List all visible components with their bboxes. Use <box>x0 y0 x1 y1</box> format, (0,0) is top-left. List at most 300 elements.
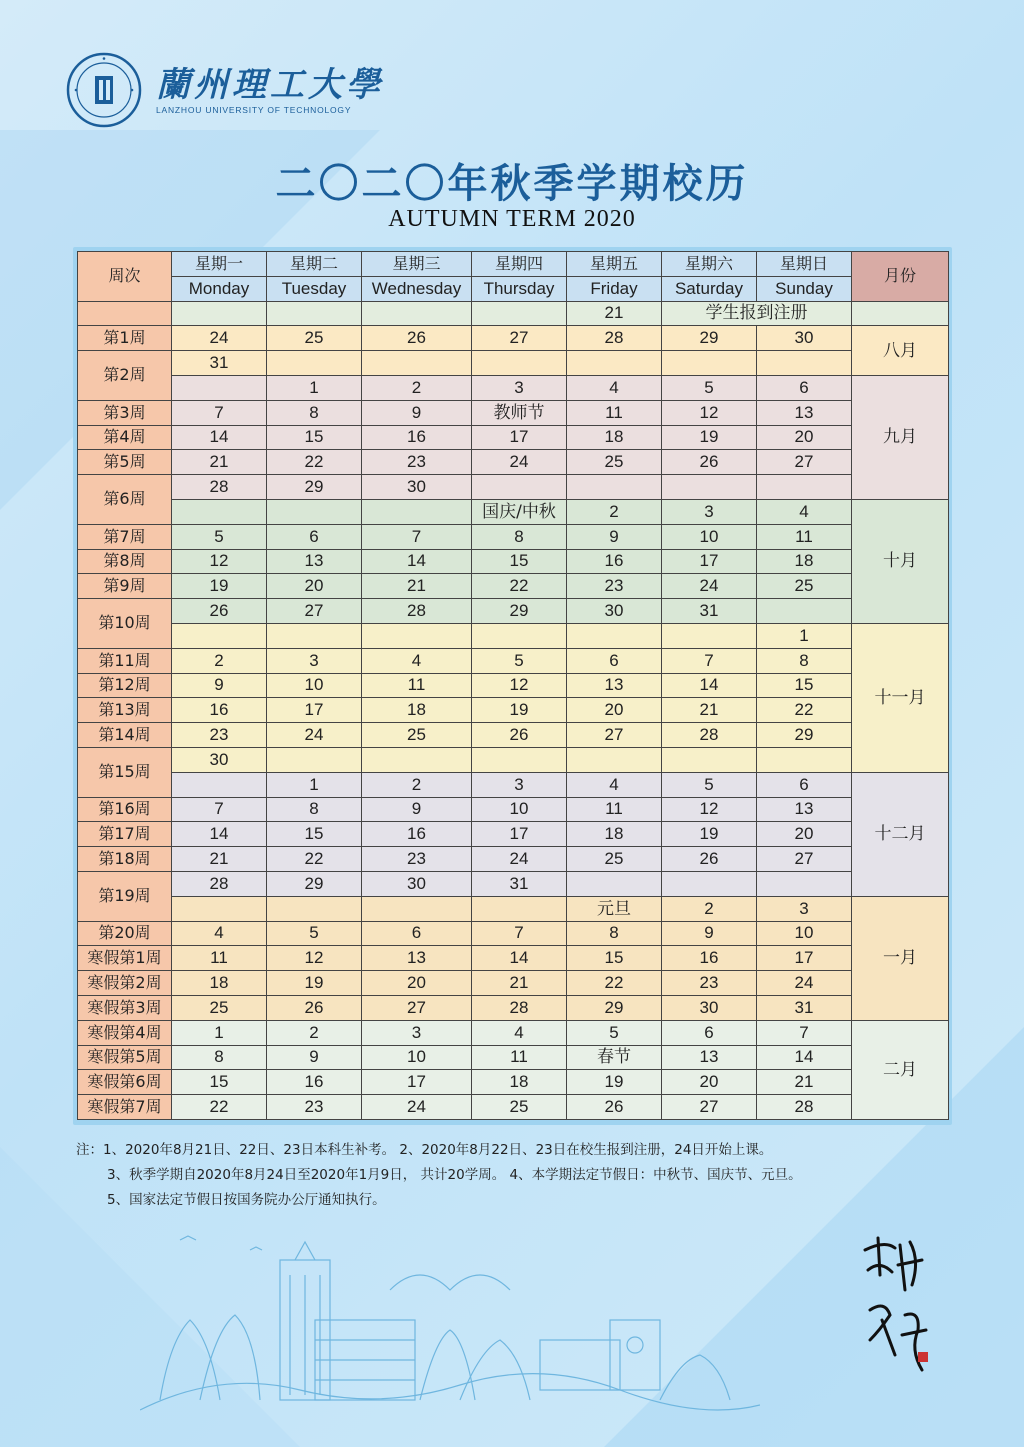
month-label: 十二月 <box>852 772 949 896</box>
date-cell: 23 <box>362 847 472 872</box>
date-cell: 2 <box>662 896 757 921</box>
week-label: 第1周 <box>78 326 172 351</box>
month-cell <box>852 301 949 326</box>
date-cell: 28 <box>757 1095 852 1120</box>
date-cell: 29 <box>267 475 362 500</box>
week-row <box>78 698 949 723</box>
day-header-en: Sunday <box>757 276 852 301</box>
date-cell: 31 <box>472 871 567 896</box>
date-cell: 16 <box>362 822 472 847</box>
university-name-cn: 蘭州理工大學 <box>156 65 384 105</box>
date-cell: 30 <box>567 599 662 624</box>
date-cell: 22 <box>757 698 852 723</box>
week-label: 寒假第7周 <box>78 1095 172 1120</box>
date-cell <box>757 871 852 896</box>
date-cell <box>757 351 852 376</box>
week-row <box>78 1020 949 1045</box>
week-row <box>78 871 949 896</box>
date-cell <box>567 623 662 648</box>
date-cell: 28 <box>172 475 267 500</box>
date-cell: 13 <box>267 549 362 574</box>
week-row <box>78 921 949 946</box>
date-cell: 14 <box>362 549 472 574</box>
date-cell: 16 <box>362 425 472 450</box>
date-cell: 9 <box>267 1045 362 1070</box>
day-header-cn: 星期四 <box>472 252 567 277</box>
calendar-cell: 21 <box>567 301 662 326</box>
university-name-en: LANZHOU UNIVERSITY OF TECHNOLOGY <box>156 105 352 115</box>
date-cell: 13 <box>757 797 852 822</box>
date-cell <box>472 351 567 376</box>
date-cell: 8 <box>757 648 852 673</box>
day-header-en: Friday <box>567 276 662 301</box>
date-cell: 26 <box>472 723 567 748</box>
date-cell <box>757 599 852 624</box>
date-cell: 10 <box>662 524 757 549</box>
date-cell: 6 <box>757 375 852 400</box>
date-cell <box>362 623 472 648</box>
date-cell: 25 <box>267 326 362 351</box>
date-cell: 9 <box>362 400 472 425</box>
date-cell: 1 <box>267 375 362 400</box>
date-cell: 15 <box>757 673 852 698</box>
date-cell: 14 <box>172 425 267 450</box>
date-cell: 25 <box>567 450 662 475</box>
week-label: 第17周 <box>78 822 172 847</box>
date-cell: 16 <box>172 698 267 723</box>
date-cell: 6 <box>362 921 472 946</box>
week-label: 第15周 <box>78 747 172 797</box>
date-cell: 26 <box>267 995 362 1020</box>
week-label: 第11周 <box>78 648 172 673</box>
day-header-cn: 星期二 <box>267 252 362 277</box>
date-cell: 24 <box>267 723 362 748</box>
date-cell <box>567 747 662 772</box>
date-cell <box>472 475 567 500</box>
registration-row <box>78 301 949 326</box>
week-row <box>78 574 949 599</box>
date-cell: 19 <box>567 1070 662 1095</box>
date-cell: 8 <box>172 1045 267 1070</box>
day-header-en: Monday <box>172 276 267 301</box>
date-cell: 26 <box>362 326 472 351</box>
date-cell: 27 <box>267 599 362 624</box>
week-row <box>78 400 949 425</box>
header-row <box>78 252 949 277</box>
week-row <box>78 1095 949 1120</box>
date-cell: 18 <box>362 698 472 723</box>
week-label: 第8周 <box>78 549 172 574</box>
week-label: 第12周 <box>78 673 172 698</box>
week-label: 第5周 <box>78 450 172 475</box>
date-cell: 28 <box>472 995 567 1020</box>
date-cell: 15 <box>472 549 567 574</box>
date-cell: 30 <box>362 871 472 896</box>
week-row <box>78 499 949 524</box>
university-logo <box>66 52 384 128</box>
week-row <box>78 847 949 872</box>
week-row <box>78 747 949 772</box>
week-label: 第6周 <box>78 475 172 525</box>
date-cell <box>172 375 267 400</box>
registration-note: 学生报到注册 <box>662 301 852 326</box>
day-header-en: Wednesday <box>362 276 472 301</box>
week-row <box>78 797 949 822</box>
date-cell: 3 <box>662 499 757 524</box>
day-header-cn: 星期三 <box>362 252 472 277</box>
week-row <box>78 896 949 921</box>
header-row <box>78 276 949 301</box>
week-label: 寒假第5周 <box>78 1045 172 1070</box>
week-label: 第3周 <box>78 400 172 425</box>
month-label: 一月 <box>852 896 949 1020</box>
date-cell: 25 <box>172 995 267 1020</box>
date-cell: 14 <box>757 1045 852 1070</box>
date-cell: 30 <box>172 747 267 772</box>
date-cell: 28 <box>172 871 267 896</box>
day-header-en: Thursday <box>472 276 567 301</box>
date-cell <box>662 475 757 500</box>
week-label: 第13周 <box>78 698 172 723</box>
date-cell: 18 <box>567 425 662 450</box>
date-cell <box>662 623 757 648</box>
date-cell: 17 <box>362 1070 472 1095</box>
date-cell: 31 <box>172 351 267 376</box>
date-cell: 19 <box>472 698 567 723</box>
month-label: 十月 <box>852 499 949 623</box>
date-cell: 11 <box>362 673 472 698</box>
week-label: 第19周 <box>78 871 172 921</box>
date-cell <box>172 772 267 797</box>
date-cell: 5 <box>172 524 267 549</box>
date-cell <box>362 499 472 524</box>
date-cell <box>362 896 472 921</box>
date-cell: 20 <box>362 971 472 996</box>
week-row <box>78 375 949 400</box>
date-cell: 3 <box>757 896 852 921</box>
date-cell: 5 <box>662 772 757 797</box>
date-cell: 5 <box>267 921 362 946</box>
date-cell <box>662 871 757 896</box>
week-row <box>78 524 949 549</box>
date-cell <box>362 351 472 376</box>
date-cell <box>362 747 472 772</box>
date-cell: 25 <box>472 1095 567 1120</box>
date-cell: 20 <box>567 698 662 723</box>
date-cell: 12 <box>267 946 362 971</box>
week-row <box>78 351 949 376</box>
date-cell <box>172 623 267 648</box>
calendar-cell <box>472 301 567 326</box>
date-cell <box>757 475 852 500</box>
date-cell: 24 <box>472 847 567 872</box>
week-label: 第18周 <box>78 847 172 872</box>
week-label: 寒假第2周 <box>78 971 172 996</box>
week-label: 寒假第4周 <box>78 1020 172 1045</box>
date-cell: 5 <box>472 648 567 673</box>
date-cell: 10 <box>362 1045 472 1070</box>
date-cell: 13 <box>567 673 662 698</box>
date-cell: 5 <box>567 1020 662 1045</box>
date-cell: 28 <box>662 723 757 748</box>
day-header-cn: 星期一 <box>172 252 267 277</box>
date-cell: 9 <box>662 921 757 946</box>
date-cell: 28 <box>567 326 662 351</box>
date-cell: 15 <box>267 425 362 450</box>
day-header-en: Saturday <box>662 276 757 301</box>
date-cell: 24 <box>362 1095 472 1120</box>
week-row <box>78 772 949 797</box>
date-cell: 6 <box>267 524 362 549</box>
date-cell: 22 <box>472 574 567 599</box>
date-cell: 26 <box>567 1095 662 1120</box>
date-cell: 19 <box>172 574 267 599</box>
date-cell: 19 <box>267 971 362 996</box>
date-cell: 18 <box>757 549 852 574</box>
date-cell: 29 <box>267 871 362 896</box>
date-cell <box>472 896 567 921</box>
date-cell: 24 <box>472 450 567 475</box>
date-cell: 15 <box>172 1070 267 1095</box>
date-cell: 12 <box>662 797 757 822</box>
calendar-cell <box>267 301 362 326</box>
date-cell: 21 <box>172 847 267 872</box>
date-cell: 10 <box>267 673 362 698</box>
calligraphy-signature <box>860 1230 940 1380</box>
notes <box>76 1138 802 1213</box>
date-cell: 2 <box>567 499 662 524</box>
month-header: 月份 <box>852 252 949 302</box>
page-subtitle: AUTUMN TERM 2020 <box>388 206 636 232</box>
week-label: 寒假第1周 <box>78 946 172 971</box>
date-cell: 6 <box>662 1020 757 1045</box>
date-cell: 15 <box>567 946 662 971</box>
date-cell: 2 <box>267 1020 362 1045</box>
date-cell <box>267 499 362 524</box>
date-cell: 25 <box>567 847 662 872</box>
date-cell <box>567 351 662 376</box>
week-label: 第9周 <box>78 574 172 599</box>
date-cell: 15 <box>267 822 362 847</box>
date-cell: 25 <box>362 723 472 748</box>
date-cell: 13 <box>662 1045 757 1070</box>
date-cell: 7 <box>662 648 757 673</box>
date-cell: 11 <box>567 400 662 425</box>
date-cell: 1 <box>267 772 362 797</box>
date-cell: 17 <box>472 425 567 450</box>
corner-header: 周次 <box>78 252 172 302</box>
date-cell: 13 <box>757 400 852 425</box>
date-cell: 9 <box>567 524 662 549</box>
date-cell: 29 <box>567 995 662 1020</box>
date-cell <box>662 351 757 376</box>
date-cell: 3 <box>472 375 567 400</box>
calendar-cell <box>362 301 472 326</box>
date-cell <box>172 499 267 524</box>
date-cell: 23 <box>362 450 472 475</box>
week-row <box>78 723 949 748</box>
date-cell: 7 <box>472 921 567 946</box>
date-cell: 11 <box>472 1045 567 1070</box>
week-label: 寒假第3周 <box>78 995 172 1020</box>
date-cell <box>267 747 362 772</box>
date-cell: 21 <box>472 971 567 996</box>
date-cell: 27 <box>662 1095 757 1120</box>
holiday-cell: 国庆/中秋 <box>472 499 567 524</box>
week-row <box>78 822 949 847</box>
week-row <box>78 673 949 698</box>
date-cell: 21 <box>757 1070 852 1095</box>
date-cell <box>267 896 362 921</box>
date-cell <box>472 747 567 772</box>
note-line: 注：1、2020年8月21日、22日、23日本科生补考。 2、2020年8月22日、23日在校生报到注册，24日开始上课。 <box>76 1142 773 1158</box>
page-title: 二〇二〇年秋季学期校历 <box>275 161 749 207</box>
date-cell: 4 <box>472 1020 567 1045</box>
week-row <box>78 971 949 996</box>
date-cell <box>267 623 362 648</box>
date-cell: 22 <box>267 450 362 475</box>
date-cell: 27 <box>567 723 662 748</box>
date-cell: 27 <box>472 326 567 351</box>
date-cell: 22 <box>267 847 362 872</box>
week-label: 第16周 <box>78 797 172 822</box>
date-cell: 11 <box>172 946 267 971</box>
date-cell: 13 <box>362 946 472 971</box>
date-cell: 8 <box>472 524 567 549</box>
date-cell <box>757 747 852 772</box>
note-line: 5、国家法定节假日按国务院办公厅通知执行。 <box>107 1192 386 1208</box>
date-cell: 4 <box>567 772 662 797</box>
date-cell: 12 <box>662 400 757 425</box>
date-cell: 17 <box>267 698 362 723</box>
day-header-cn: 星期日 <box>757 252 852 277</box>
date-cell: 4 <box>567 375 662 400</box>
date-cell: 18 <box>472 1070 567 1095</box>
date-cell: 2 <box>172 648 267 673</box>
date-cell: 2 <box>362 772 472 797</box>
date-cell: 9 <box>172 673 267 698</box>
date-cell: 28 <box>362 599 472 624</box>
date-cell <box>472 623 567 648</box>
holiday-cell: 元旦 <box>567 896 662 921</box>
date-cell: 14 <box>172 822 267 847</box>
date-cell: 20 <box>757 425 852 450</box>
day-header-cn: 星期五 <box>567 252 662 277</box>
date-cell: 26 <box>172 599 267 624</box>
date-cell: 31 <box>757 995 852 1020</box>
date-cell: 5 <box>662 375 757 400</box>
date-cell: 10 <box>757 921 852 946</box>
note-line: 3、秋季学期自2020年8月24日至2020年1月9日， 共计20学周。 4、本学期法定节假日：中秋节、国庆节、元旦。 <box>107 1167 802 1183</box>
date-cell: 1 <box>757 623 852 648</box>
date-cell: 23 <box>662 971 757 996</box>
week-row <box>78 599 949 624</box>
date-cell: 24 <box>662 574 757 599</box>
date-cell: 7 <box>757 1020 852 1045</box>
week-row <box>78 648 949 673</box>
date-cell: 26 <box>662 450 757 475</box>
date-cell: 21 <box>662 698 757 723</box>
week-label: 第7周 <box>78 524 172 549</box>
date-cell: 12 <box>472 673 567 698</box>
date-cell: 8 <box>567 921 662 946</box>
date-cell: 30 <box>362 475 472 500</box>
holiday-cell: 教师节 <box>472 400 567 425</box>
week-row <box>78 549 949 574</box>
date-cell: 3 <box>267 648 362 673</box>
date-cell: 27 <box>757 847 852 872</box>
date-cell: 10 <box>472 797 567 822</box>
date-cell: 6 <box>757 772 852 797</box>
date-cell: 24 <box>172 326 267 351</box>
date-cell: 4 <box>362 648 472 673</box>
day-header-en: Tuesday <box>267 276 362 301</box>
date-cell: 18 <box>567 822 662 847</box>
week-row <box>78 326 949 351</box>
calendar-cell <box>172 301 267 326</box>
date-cell: 22 <box>172 1095 267 1120</box>
date-cell: 1 <box>172 1020 267 1045</box>
date-cell: 23 <box>267 1095 362 1120</box>
week-label: 寒假第6周 <box>78 1070 172 1095</box>
date-cell: 3 <box>362 1020 472 1045</box>
week-row <box>78 425 949 450</box>
date-cell: 2 <box>362 375 472 400</box>
week-row <box>78 995 949 1020</box>
week-label: 第20周 <box>78 921 172 946</box>
week-row <box>78 623 949 648</box>
university-seal-icon <box>66 52 142 128</box>
date-cell: 14 <box>662 673 757 698</box>
date-cell: 20 <box>267 574 362 599</box>
date-cell <box>567 871 662 896</box>
date-cell: 29 <box>757 723 852 748</box>
calendar-table <box>77 251 949 1120</box>
date-cell: 17 <box>662 549 757 574</box>
week-label: 第2周 <box>78 351 172 401</box>
date-cell: 16 <box>267 1070 362 1095</box>
date-cell: 19 <box>662 822 757 847</box>
date-cell: 20 <box>662 1070 757 1095</box>
date-cell: 26 <box>662 847 757 872</box>
date-cell: 11 <box>757 524 852 549</box>
date-cell: 11 <box>567 797 662 822</box>
date-cell: 14 <box>472 946 567 971</box>
date-cell <box>172 896 267 921</box>
date-cell: 4 <box>172 921 267 946</box>
week-row <box>78 946 949 971</box>
week-label: 第10周 <box>78 599 172 649</box>
date-cell: 22 <box>567 971 662 996</box>
month-label: 二月 <box>852 1020 949 1119</box>
date-cell: 4 <box>757 499 852 524</box>
date-cell: 23 <box>172 723 267 748</box>
month-label: 十一月 <box>852 623 949 772</box>
date-cell: 31 <box>662 599 757 624</box>
date-cell: 17 <box>472 822 567 847</box>
month-label: 九月 <box>852 375 949 499</box>
date-cell: 8 <box>267 400 362 425</box>
date-cell: 29 <box>472 599 567 624</box>
date-cell: 24 <box>757 971 852 996</box>
week-row <box>78 1070 949 1095</box>
week-label <box>78 301 172 326</box>
date-cell: 9 <box>362 797 472 822</box>
date-cell: 20 <box>757 822 852 847</box>
holiday-cell: 春节 <box>567 1045 662 1070</box>
date-cell: 18 <box>172 971 267 996</box>
date-cell: 30 <box>662 995 757 1020</box>
